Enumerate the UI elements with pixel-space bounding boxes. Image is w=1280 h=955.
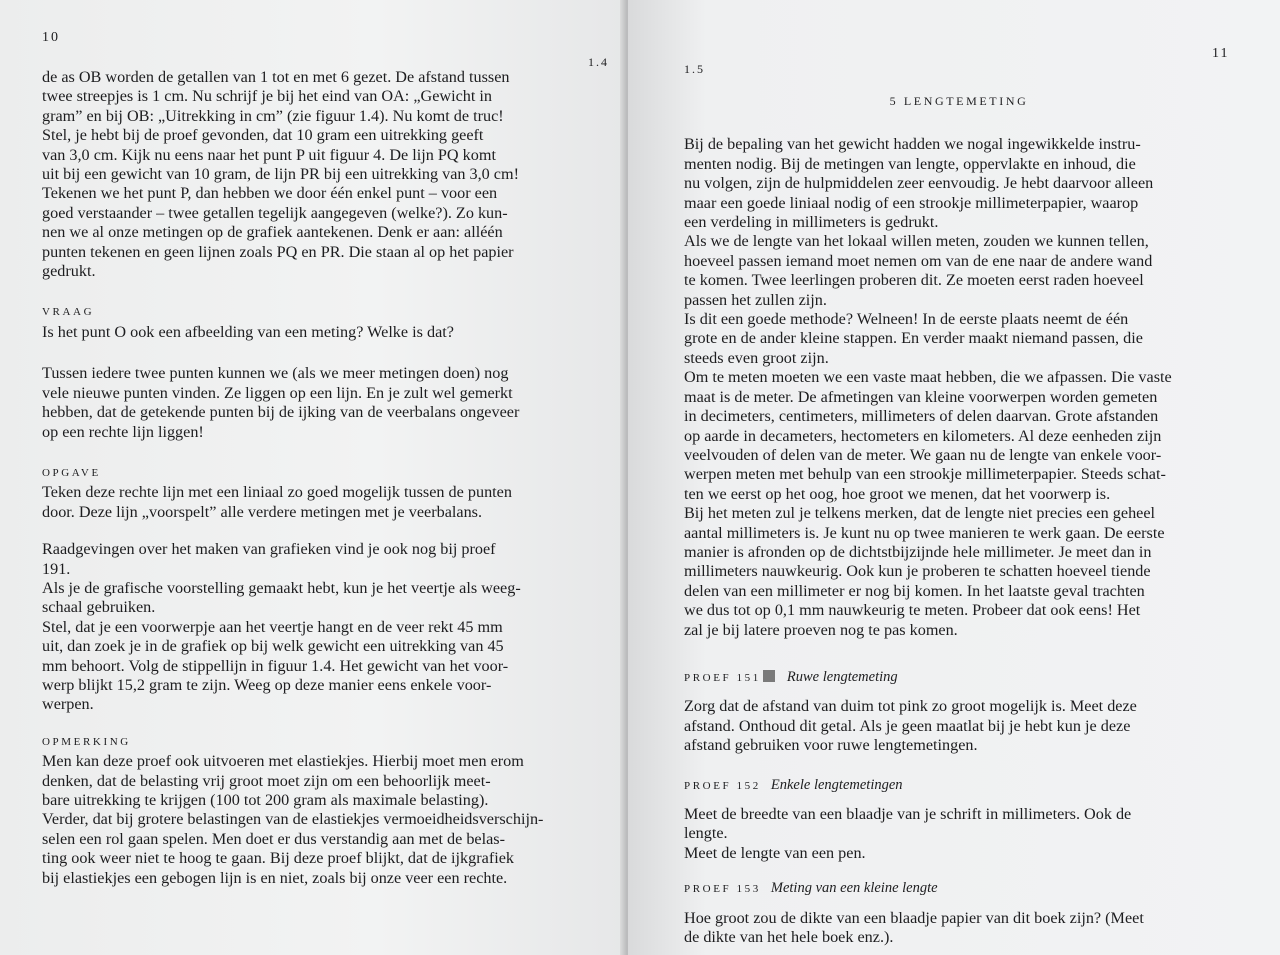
text-line: Stel, dat je een voorwerpje aan het veertje hangt en de veer rekt 45 mm: [42, 617, 503, 636]
text-line: uit bij een gewicht van 10 gram, de lijn PR bij een uitrekking van 3,0 cm!: [42, 165, 519, 184]
left-page: [0, 0, 628, 955]
text-line: Verder, dat bij grotere belastingen van de elastiekjes vermoeidheidsverschijn-: [42, 810, 544, 829]
lengtemeting-paragraph: [684, 135, 1234, 640]
text-line: mm behoort. Volg de stippellijn in figuur 1.4. Het gewicht van het voor-: [42, 656, 509, 675]
text-line: grote en de ander kleine stappen. En verder maakt niemand passen, die: [684, 329, 1143, 348]
text-line: maar een goede liniaal nodig of een strookje millimeterpapier, waarop: [684, 193, 1139, 212]
text-line: zal je bij latere proeven nog te pas komen.: [684, 620, 958, 639]
text-line: manier is afronden op de dichtstbijzijnde hele millimeter. Je meet dan in: [684, 542, 1152, 561]
text-line: aantal millimeters is. Je kunt nu op twee manieren te werk gaan. De eerste: [684, 523, 1165, 542]
text-line: Als je de grafische voorstelling gemaakt hebt, kun je het veertje als weeg-: [42, 578, 521, 597]
vraag-heading: VRAAG: [42, 306, 95, 319]
text-line: veelvouden of delen van de meter. We gaan nu de lengte van enkele voor-: [684, 445, 1162, 464]
text-line: door. Deze lijn „voorspelt” alle verdere metingen met je veerbalans.: [42, 502, 483, 521]
text-line: Raadgevingen over het maken van grafieken vind je ook nog bij proef: [42, 540, 496, 559]
text-line: Meet de lengte van een pen.: [684, 843, 866, 862]
text-line: gram” en bij OB: „Uitrekking in cm” (zie figuur 1.4). Nu komt de truc!: [42, 106, 504, 125]
proef-title: Ruwe lengtemeting: [786, 668, 898, 685]
text-line: op een rechte lijn liggen!: [42, 422, 204, 441]
right-page: [628, 0, 1280, 955]
text-line: lengte.: [684, 824, 728, 843]
left-body: [42, 68, 610, 888]
text-line: Men kan deze proef ook uitvoeren met elastiekjes. Hierbij moet men erom: [42, 752, 524, 771]
vraag-text: Is het punt O ook een afbeelding van een meting? Welke is dat?: [42, 322, 454, 341]
text-line: 191.: [42, 559, 71, 578]
chapter-title: 5 LENGTEMETING: [889, 94, 1029, 108]
proef-label: PROEF 153: [684, 883, 761, 896]
text-line: delen van een millimeter er nog bij komen. In het laatste geval trachten: [684, 581, 1145, 600]
text-line: nu volgen, zijn de hulpmiddelen zeer eenvoudig. Je hebt daarvoor alleen: [684, 174, 1154, 193]
section-ref-left: 1.4: [588, 55, 609, 69]
text-line: Tussen iedere twee punten kunnen we (als we meer metingen doen) nog: [42, 364, 509, 383]
text-line: Als we de lengte van het lokaal willen meten, zouden we kunnen tellen,: [684, 232, 1149, 251]
text-line: maat is de meter. De afmetingen van kleine voorwerpen worden gemeten: [684, 387, 1158, 406]
text-line: punten tekenen en geen lijnen zoals PQ en PR. Die staan al op het papier: [42, 242, 514, 261]
text-line: Tekenen we het punt P, dan hebben we door één enkel punt – voor een: [42, 184, 498, 203]
text-line: Zorg dat de afstand van duim tot pink zo groot mogelijk is. Meet deze: [684, 697, 1137, 716]
text-line: schaal gebruiken.: [42, 598, 156, 617]
text-line: steeds even groot zijn.: [684, 348, 829, 367]
opmerking-heading: OPMERKING: [42, 735, 131, 748]
text-line: Bij het meten zul je telkens merken, dat de lengte niet precies een geheel: [684, 504, 1156, 523]
text-line: uit, dan zoek je in de grafiek op bij welk gewicht een uitrekking van 45: [42, 637, 504, 656]
opgave-paragraph: [42, 483, 610, 522]
text-line: Stel, je hebt bij de proef gevonden, dat 10 gram een uitrekking geeft: [42, 126, 484, 145]
proef-153-heading: [684, 879, 1234, 899]
text-line: bij elastiekjes een gebogen lijn is en niet, zoals bij onze veer een rechte.: [42, 868, 508, 887]
text-line: bare uitrekking te krijgen (100 tot 200 gram als maximale belasting).: [42, 791, 489, 809]
proef-title: Meting van een kleine lengte: [770, 880, 938, 897]
text-line: millimeters nauwkeurig. Ook kun je proberen te schatten hoeveel tiende: [684, 562, 1151, 581]
text-line: vele nieuwe punten vinden. Ze liggen op een lijn. En je zult wel gemerkt: [42, 383, 513, 402]
text-line: ting ook weer niet te hoog te gaan. Bij deze proef blijkt, dat de ijkgrafiek: [42, 849, 514, 868]
text-line: Hoe groot zou de dikte van een blaadje papier van dit boek zijn? (Meet: [684, 908, 1144, 927]
text-line: Bij de bepaling van het gewicht hadden we nogal ingewikkelde instru-: [684, 135, 1141, 154]
text-line: hebben, dat de getekende punten bij de ijking van de veerbalans ongeveer: [42, 403, 520, 422]
proef-152-text: [684, 805, 1234, 863]
text-line: selen een rol gaan spelen. Men doet er dus verstandig aan met de belas-: [42, 829, 505, 848]
text-line: Teken deze rechte lijn met een liniaal zo goed mogelijk tussen de punten: [42, 483, 512, 502]
text-line: goed verstaander – twee getallen tegelijk aangegeven (welke?). Zo kun-: [42, 203, 508, 222]
text-line: we dus tot op 0,1 mm nauwkeurig te meten. Probeer dat ook eens! Het: [684, 601, 1141, 620]
text-line: de as OB worden de getallen van 1 tot en met 6 gezet. De afstand tussen: [42, 68, 510, 86]
right-body: [684, 92, 1234, 947]
section-ref-right: 1.5: [684, 62, 705, 76]
tussen-paragraph: [42, 364, 610, 442]
text-line: een verdeling in millimeters is gedrukt.: [684, 213, 939, 232]
text-line: passen het zullen zijn.: [684, 290, 827, 309]
text-line: werpen.: [42, 695, 94, 714]
apparatus-icon: [763, 670, 775, 682]
text-line: werp blijkt 15,2 gram te zijn. Weeg op deze manier eens enkele voor-: [42, 675, 492, 694]
text-line: gedrukt.: [42, 262, 96, 281]
text-line: te komen. Twee leerlingen proberen dit. Ze moeten eerst raden hoeveel: [684, 271, 1144, 290]
text-line: Is dit een goede methode? Welneen! In de eerste plaats neemt de één: [684, 310, 1129, 329]
page-number-right: 11: [1212, 46, 1230, 61]
text-line: nen we al onze metingen op de grafiek aantekenen. Denk er aan: alléén: [42, 223, 503, 242]
proef-151-text: [684, 697, 1234, 755]
text-line: werpen meten met behulp van een strookje millimeterpapier. Steeds schat-: [684, 465, 1166, 484]
opmerking-paragraph: [42, 752, 610, 888]
raadgevingen-paragraph: [42, 540, 610, 715]
proef-153-text: [684, 909, 1234, 948]
text-line: afstand. Onthoud dit getal. Als je geen maatlat bij je hebt kun je deze: [684, 716, 1131, 735]
text-line: de dikte van het hele boek enz.).: [684, 928, 894, 947]
intro-paragraph: [42, 68, 610, 281]
text-line: hoeveel passen iemand moet nemen om van de ene naar de andere wand: [684, 251, 1153, 270]
proef-title: Enkele lengtemetingen: [770, 776, 903, 793]
text-line: Meet de breedte van een blaadje van je schrift in millimeters. Ook de: [684, 805, 1132, 823]
proef-label: PROEF 152: [684, 779, 761, 792]
text-line: ten we eerst op het oog, hoe groot we menen, dat het voorwerp is.: [684, 484, 1111, 503]
text-line: denken, dat de belasting vrij groot moet zijn om een behoorlijk meet-: [42, 771, 491, 790]
text-line: in decimeters, centimeters, millimeters of delen daarvan. Grote afstanden: [684, 407, 1159, 426]
text-line: afstand gebruiken voor ruwe lengtemetingen.: [684, 736, 978, 755]
proef-151-heading: [684, 668, 1234, 688]
text-line: twee streepjes is 1 cm. Nu schrijf je bij het eind van OA: „Gewicht in: [42, 87, 492, 106]
text-line: van 3,0 cm. Kijk nu eens naar het punt P uit figuur 4. De lijn PQ komt: [42, 145, 496, 164]
text-line: op aarde in decameters, hectometers en kilometers. Al deze eenheden zijn: [684, 426, 1162, 445]
text-line: menten nodig. Bij de metingen van lengte, oppervlakte en inhoud, die: [684, 154, 1136, 173]
text-line: Om te meten moeten we een vaste maat hebben, die we afpassen. Die vaste: [684, 368, 1172, 387]
page-number-left: 10: [42, 30, 60, 45]
opgave-heading: OPGAVE: [42, 466, 101, 479]
proef-label: PROEF 151: [684, 671, 761, 684]
proef-152-heading: [684, 776, 1234, 796]
